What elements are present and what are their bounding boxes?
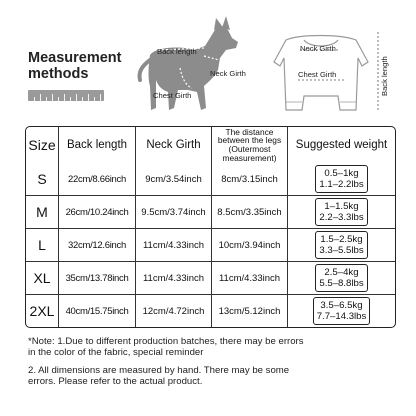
table-row — [26, 163, 395, 196]
weight-cell — [288, 196, 395, 229]
weight-value: 1–1.5kg 2.2–3.3lbs — [315, 198, 367, 226]
table-row — [26, 196, 395, 229]
size-chart-table — [25, 126, 396, 328]
neck-girth-cell: 9.5cm/3.74inch — [136, 196, 212, 229]
weight-cell — [288, 262, 395, 295]
neck-girth-cell: 11cm/4.33inch — [136, 229, 212, 262]
dog-back-length-label: Back length — [157, 47, 197, 56]
weight-cell — [288, 295, 395, 327]
dog-neck-girth-label: Neck Girth — [210, 69, 246, 78]
weight-value: 0.5–1kg 1.1–2.2lbs — [315, 165, 367, 193]
back-length-cell: 40cm/15.75inch — [59, 295, 136, 327]
leg-distance-cell: 8cm/3.15inch — [212, 163, 288, 196]
garment-back-length-label: Back length — [380, 56, 389, 96]
size-cell: XL — [26, 262, 59, 295]
leg-distance-cell: 11cm/4.33inch — [212, 262, 288, 295]
leg-distance-cell: 13cm/5.12inch — [212, 295, 288, 327]
leg-distance-cell: 10cm/3.94inch — [212, 229, 288, 262]
header-neck-girth: Neck Girth — [136, 127, 212, 163]
measurement-note: 2. All dimensions are measured by hand. There may be some errors. Please refer to the actual product. — [28, 365, 290, 387]
header-size: Size — [26, 127, 59, 163]
weight-cell — [288, 229, 395, 262]
weight-cell — [288, 163, 395, 196]
size-cell: S — [26, 163, 59, 196]
dog-chest-girth-label: Chest Girth — [153, 91, 192, 100]
neck-girth-cell: 11cm/4.33inch — [136, 262, 212, 295]
weight-value: 1.5–2.5kg 3.3–5.5lbs — [315, 231, 367, 259]
size-cell: L — [26, 229, 59, 262]
header-back-length: Back length — [59, 127, 136, 163]
back-length-cell: 22cm/8.66inch — [59, 163, 136, 196]
size-cell: 2XL — [26, 295, 59, 327]
garment-chest-girth-label: Chest Girth — [298, 70, 337, 79]
garment-neck-girth-label: Neck Girth — [300, 44, 336, 53]
header-suggested-weight: Suggested weight — [295, 139, 388, 151]
measurement-methods-title: Measurement methods — [28, 50, 122, 82]
back-length-cell: 26cm/10.24inch — [59, 196, 136, 229]
table-row — [26, 262, 395, 295]
leg-distance-cell: 8.5cm/3.35inch — [212, 196, 288, 229]
weight-value: 3.5–6.5kg 7.7–14.3lbs — [313, 297, 371, 325]
table-header-row — [26, 127, 395, 163]
size-cell: M — [26, 196, 59, 229]
neck-girth-cell: 12cm/4.72inch — [136, 295, 212, 327]
table-row — [26, 295, 395, 327]
weight-value: 2.5–4kg 5.5–8.8lbs — [315, 264, 367, 292]
measurement-header — [0, 0, 416, 125]
back-length-cell: 35cm/13.78inch — [59, 262, 136, 295]
table-row — [26, 229, 395, 262]
back-length-cell: 32cm/12.6inch — [59, 229, 136, 262]
measurement-illustration — [0, 0, 416, 125]
production-note: *Note: 1.Due to different production batches, there may be errors in the color of the fabric, special reminder — [28, 336, 304, 358]
neck-girth-cell: 9cm/3.54inch — [136, 163, 212, 196]
header-leg-distance: The distance between the legs (Outermost measurement) — [212, 127, 288, 163]
